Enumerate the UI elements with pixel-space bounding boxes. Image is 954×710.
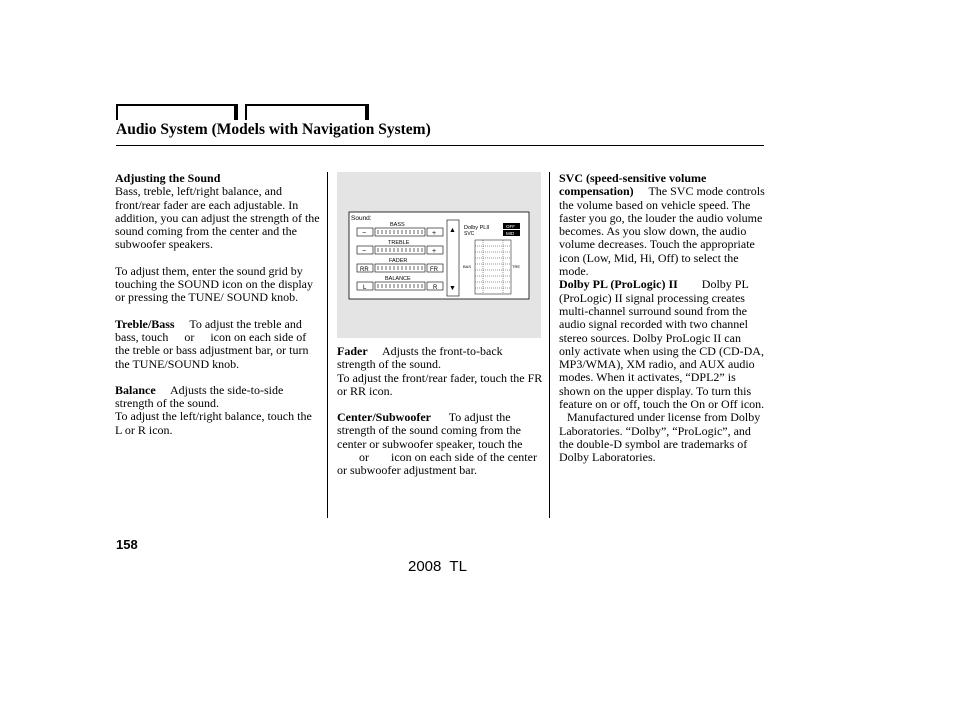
column-right (559, 172, 765, 465)
treble-bass-text-a: To adjust the treble and bass, touch (115, 316, 302, 344)
column-divider-2 (549, 172, 550, 518)
balance-term: Balance (115, 382, 156, 397)
balance-label: BALANCE (385, 276, 411, 282)
treble-bass-paragraph (115, 318, 321, 371)
adjusting-heading: Adjusting the Sound (115, 171, 221, 185)
svc-text: The SVC mode controls the volume based on vehicle speed. The faster you go, the louder the audio volume becomes. As you slow down, the audio volume decreases. Touch the appropriate icon (Low, Mid, Hi, Off) to select the mode. (559, 184, 765, 279)
balance-text: Adjusts the side-to-side strength of the sound. (115, 382, 284, 411)
fader-rr-icon: RR (360, 267, 369, 273)
dolby-paragraph (559, 278, 765, 411)
dolby-text: Dolby PL (ProLogic) II signal processing creates multi-channel surround sound from the audio signal recorded with two channel stereo sources. Dolby ProLogic II can only activate when using the CD (CD-DA, MP3/WMA), XM radio, and AUX audio modes. When it activates, “DPL2” is shown on the upper display. To turn this feature on or off, touch the On or Off icon. (559, 277, 765, 412)
fader-term: Fader (337, 344, 368, 358)
sound-screen-figure (337, 172, 541, 338)
column-left (115, 172, 321, 437)
center-text-a: To adjust the strength of the sound coming from the center or subwoofer speaker, touch the (337, 410, 523, 451)
license-text: Manufactured under license from Dolby Laboratories. “Dolby”, “ProLogic”, and the double-D symbol are trademarks of Dolby Laboratories. (559, 410, 761, 465)
bass-minus-icon: − (362, 230, 367, 237)
footer-model: 2008 TL (408, 558, 467, 575)
balance-l-icon: L (363, 285, 367, 291)
fader-fr-icon: FR (430, 267, 438, 273)
scroll-down-icon: ▼ (449, 285, 456, 292)
column-middle (337, 345, 543, 478)
fader-text: Adjusts the front-to-back strength of the sound. (337, 344, 503, 372)
dolby-label: Dolby PLII (464, 225, 490, 231)
svc-paragraph (559, 172, 765, 278)
scroll-up-icon: ▲ (449, 227, 456, 234)
center-paragraph (337, 411, 543, 477)
column-divider-1 (327, 172, 328, 518)
page-title: Audio System (Models with Navigation System) (116, 121, 431, 138)
adjusting-intro: Bass, treble, left/right balance, and front/rear fader are each adjustable. In addition, you can adjust the strength of the sound coming from the center and the subwoofer speakers. (115, 184, 320, 252)
center-or: or (359, 450, 369, 465)
balance-text-2: To adjust the left/right balance, touch the L or R icon. (115, 409, 312, 437)
adjusting-howto: To adjust them, enter the sound grid by touching the SOUND icon on the display or pressing the TUNE/ SOUND knob. (115, 263, 313, 305)
bass-plus-icon: + (432, 230, 437, 237)
page-number: 158 (116, 537, 138, 552)
fader-paragraph (337, 345, 543, 372)
svc-mid-button: MID (506, 231, 515, 236)
sound-screen-illustration (337, 172, 541, 338)
treble-bass-or: or (184, 329, 195, 344)
title-rule (116, 145, 764, 146)
header-tab-left (116, 104, 236, 120)
treble-label: TREBLE (388, 240, 410, 246)
dolby-off-button: OFF (506, 224, 515, 229)
bas-side-label: BAS (463, 264, 472, 269)
center-text-b: icon on each side of the center or subwoofer adjustment bar. (337, 450, 537, 478)
center-term: Center/Subwoofer (337, 410, 431, 425)
bass-label: BASS (390, 222, 405, 228)
treble-bass-term: Treble/Bass (115, 316, 175, 331)
header-tab-right (245, 104, 367, 120)
fader-text-2: To adjust the front/rear fader, touch the FR or RR icon. (337, 370, 543, 398)
sound-screen-label: Sound: (351, 215, 372, 222)
balance-paragraph (115, 384, 321, 411)
tre-side-label: TRE (512, 264, 520, 269)
svc-label: SVC (464, 231, 475, 237)
treble-minus-icon: − (362, 248, 367, 255)
treble-plus-icon: + (432, 248, 437, 255)
treble-bass-text-b: icon on each side of the treble or bass adjustment bar, or turn the TUNE/SOUND knob. (115, 329, 309, 371)
balance-r-icon: R (433, 285, 438, 291)
svc-term: SVC (speed-sensitive volume compensation) (559, 171, 707, 199)
dolby-term: Dolby PL (ProLogic) II (559, 277, 678, 292)
fader-label: FADER (389, 258, 408, 264)
